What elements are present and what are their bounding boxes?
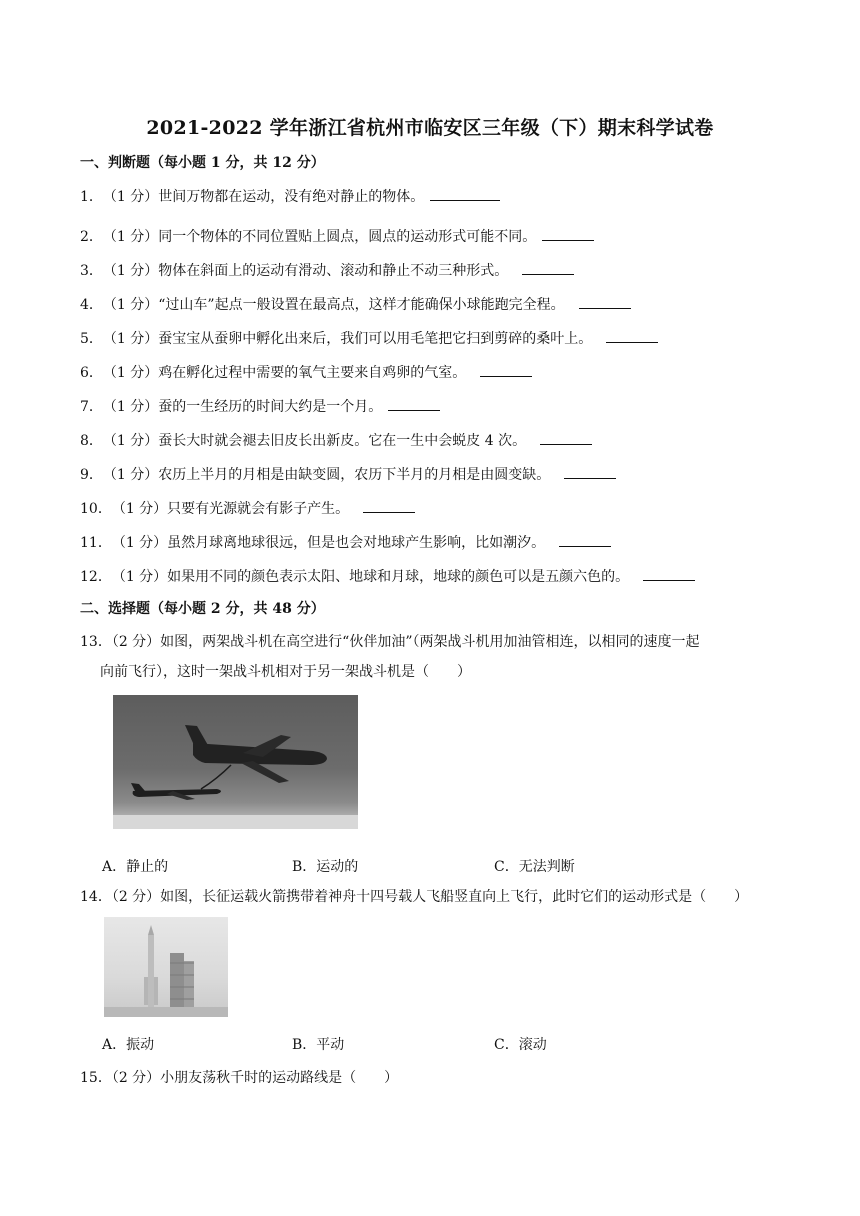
section-choice-heading: 二、选择题（每小题 2 分，共 48 分） (80, 601, 325, 617)
answer-blank[interactable] (559, 532, 611, 547)
q13-line2: 向前飞行），这时一架战斗机相对于另一架战斗机是（ ） (100, 664, 471, 680)
q13-option-c[interactable]: C．无法判断 (494, 859, 575, 875)
judge-question-3: 3．（1 分）物体在斜面上的运动有滑动、滚动和静止不动三种形式。 (80, 260, 574, 281)
q15-line1: 15．（2 分）小朋友荡秋千时的运动路线是（ ） (80, 1070, 399, 1086)
answer-blank[interactable] (540, 430, 592, 445)
answer-blank[interactable] (522, 260, 574, 275)
judge-question-10: 10．（1 分）只要有光源就会有影子产生。 (80, 498, 415, 519)
judge-question-8: 8．（1 分）蚕长大时就会褪去旧皮长出新皮。它在一生中会蜕皮 4 次。 (80, 430, 592, 451)
answer-blank[interactable] (579, 294, 631, 309)
q14-option-b[interactable]: B．平动 (292, 1037, 345, 1053)
answer-blank[interactable] (480, 362, 532, 377)
answer-blank[interactable] (430, 186, 500, 201)
judge-question-9: 9．（1 分）农历上半月的月相是由缺变圆，农历下半月的月相是由圆变缺。 (80, 464, 616, 485)
judge-question-4: 4．（1 分）“过山车”起点一般设置在最高点，这样才能确保小球能跑完全程。 (80, 294, 631, 315)
judge-question-7: 7．（1 分）蚕的一生经历的时间大约是一个月。 (80, 396, 440, 417)
answer-blank[interactable] (388, 396, 440, 411)
judge-question-2: 2．（1 分）同一个物体的不同位置贴上圆点，圆点的运动形式可能不同。 (80, 226, 594, 247)
judge-question-5: 5．（1 分）蚕宝宝从蚕卵中孵化出来后，我们可以用毛笔把它扫到剪碎的桑叶上。 (80, 328, 658, 349)
answer-blank[interactable] (564, 464, 616, 479)
q13-option-b[interactable]: B．运动的 (292, 859, 359, 875)
judge-question-1: 1．（1 分）世间万物都在运动，没有绝对静止的物体。 (80, 186, 500, 207)
rocket-launch-photo (104, 917, 228, 1017)
q14-option-c[interactable]: C．滚动 (494, 1037, 547, 1053)
answer-blank[interactable] (542, 226, 594, 241)
answer-blank[interactable] (363, 498, 415, 513)
q13-line1: 13．（2 分）如图，两架战斗机在高空进行“伙伴加油”（两架战斗机用加油管相连，以相同的速度一起 (80, 634, 700, 650)
refueling-aircraft-icon (113, 695, 358, 829)
q14-option-a[interactable]: A．振动 (102, 1037, 155, 1053)
q14-line1: 14．（2 分）如图，长征运载火箭携带着神舟十四号载人飞船竖直向上飞行，此时它们的运动形式是（ ） (80, 889, 749, 905)
judge-question-11: 11．（1 分）虽然月球离地球很远，但是也会对地球产生影响，比如潮汐。 (80, 532, 611, 553)
answer-blank[interactable] (606, 328, 658, 343)
exam-title: 2021-2022 学年浙江省杭州市临安区三年级（下）期末科学试卷 (146, 117, 714, 139)
rocket-icon (104, 917, 228, 1017)
q13-option-a[interactable]: A．静止的 (102, 859, 169, 875)
answer-blank[interactable] (643, 566, 695, 581)
refueling-aircraft-photo (113, 695, 358, 829)
judge-question-12: 12．（1 分）如果用不同的颜色表示太阳、地球和月球，地球的颜色可以是五颜六色的。 (80, 566, 695, 587)
judge-question-6: 6．（1 分）鸡在孵化过程中需要的氧气主要来自鸡卵的气室。 (80, 362, 532, 383)
section-judge-heading: 一、判断题（每小题 1 分，共 12 分） (80, 155, 325, 171)
